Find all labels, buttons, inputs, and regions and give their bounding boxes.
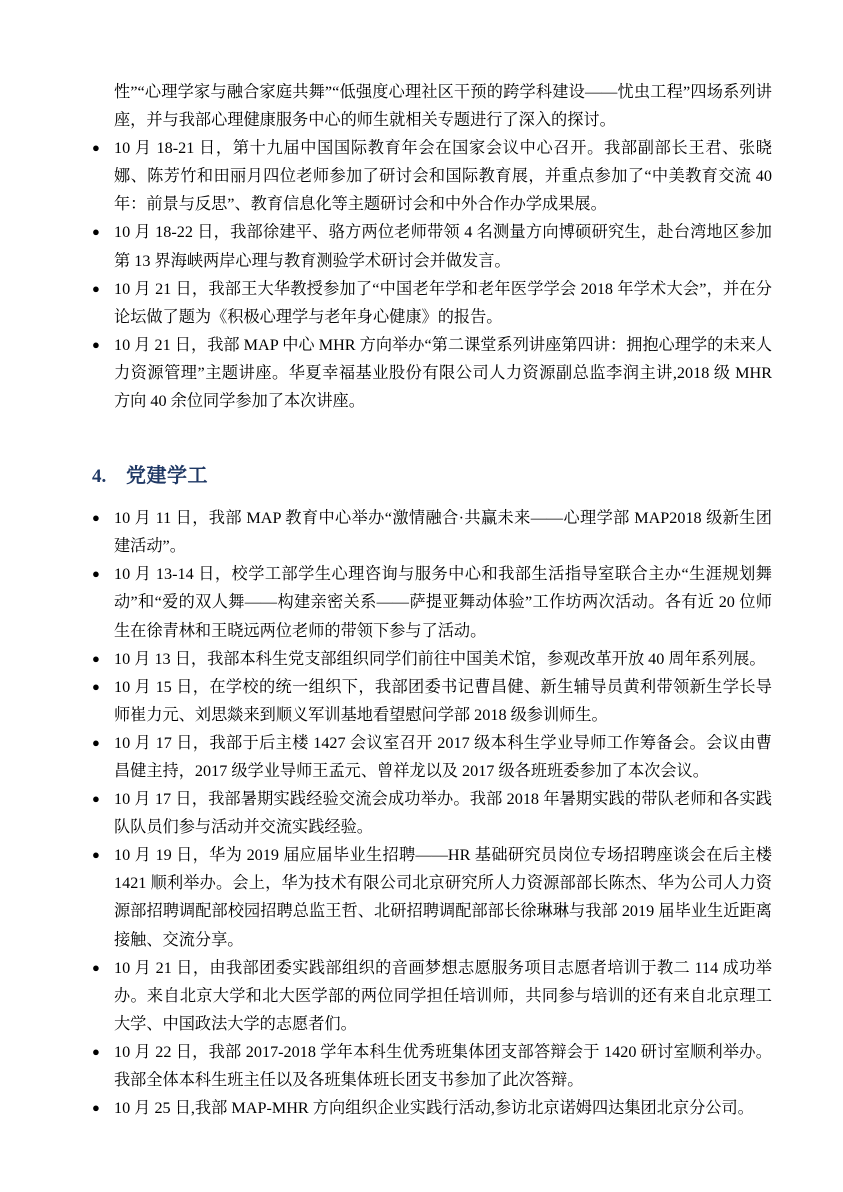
bullet-icon: ● xyxy=(92,678,100,694)
list-item xyxy=(92,275,772,331)
list-item xyxy=(92,954,772,1038)
bullet-icon: ● xyxy=(92,140,100,156)
list-item xyxy=(92,729,772,785)
bullet-icon: ● xyxy=(92,280,100,296)
list-item-text: 10 月 18-22 日，我部徐建平、骆方两位老师带领 4 名测量方向博硕研究生，赴台湾地区参加第 13 界海峡两岸心理与教育测验学术研讨会并做发言。 xyxy=(114,223,772,270)
list-item xyxy=(92,1094,772,1122)
spacer xyxy=(92,492,772,504)
list-item-text: 10 月 17 日，我部暑期实践经验交流会成功举办。我部 2018 年暑期实践的带队老师和各实践队队员们参与活动并交流实践经验。 xyxy=(114,790,772,837)
list-item xyxy=(92,331,772,415)
list-item-text: 10 月 11 日，我部 MAP 教育中心举办“激情融合·共赢未来——心理学部 MAP2018 级新生团建活动”。 xyxy=(114,509,772,556)
list-item-text: 10 月 17 日，我部于后主楼 1427 会议室召开 2017 级本科生学业导师工作筹备会。会议由曹昌健主持，2017 级学业导师王孟元、曾祥龙以及 2017 级各班班委参加了本次会议。 xyxy=(114,733,772,780)
bullet-icon: ● xyxy=(92,650,100,666)
bullet-icon: ● xyxy=(92,791,100,807)
list-item xyxy=(92,673,772,729)
section-heading xyxy=(92,461,772,492)
list-item-text: 10 月 25 日,我部 MAP-MHR 方向组织企业实践行活动,参访北京诺姆四达集团北京分公司。 xyxy=(114,1099,754,1118)
list-item-text: 10 月 13 日，我部本科生党支部组织同学们前往中国美术馆，参观改革开放 40 周年系列展。 xyxy=(114,649,766,668)
section-number: 4. xyxy=(92,466,107,488)
bullet-icon: ● xyxy=(92,1043,100,1059)
list-item xyxy=(92,645,772,673)
document-body xyxy=(92,78,772,1122)
list-item xyxy=(92,134,772,218)
list-item-text: 10 月 19 日，华为 2019 届应届毕业生招聘——HR 基础研究员岗位专场招聘座谈会在后主楼 1421 顺利举办。会上，华为技术有限公司北京研究所人力资源部部长陈杰、华为公司人力资源部招聘调配部校园招聘总监王哲、北研招聘调配部部长徐琳琳与我部 2019 届毕业生近距离接触、交流分享。 xyxy=(114,846,772,949)
bullet-icon: ● xyxy=(92,959,100,975)
spacer xyxy=(92,415,772,461)
list-item-text: 10 月 18-21 日，第十九届中国国际教育年会在国家会议中心召开。我部副部长王君、张晓娜、陈芳竹和田丽月四位老师参加了研讨会和国际教育展，并重点参加了“中美教育交流 40 年：前景与反思”、教育信息化等主题研讨会和中外合作办学成果展。 xyxy=(114,139,772,214)
list-item xyxy=(92,218,772,274)
top-bullet-list xyxy=(92,134,772,415)
bullet-icon: ● xyxy=(92,566,100,582)
bullet-icon: ● xyxy=(92,734,100,750)
bullet-icon: ● xyxy=(92,224,100,240)
list-item-text: 10 月 13-14 日，校学工部学生心理咨询与服务中心和我部生活指导室联合主办“生涯规划舞动”和“爱的双人舞——构建亲密关系——萨提亚舞动体验”工作坊两次活动。各有近 20 位师生在徐青林和王晓远两位老师的带领下参与了活动。 xyxy=(114,565,772,640)
list-item xyxy=(92,841,772,953)
list-item xyxy=(92,1038,772,1094)
continued-paragraph: 性”“心理学家与融合家庭共舞”“低强度心理社区干预的跨学科建设——忧虫工程”四场系列讲座，并与我部心理健康服务中心的师生就相关专题进行了深入的探讨。 xyxy=(114,83,772,130)
bullet-icon: ● xyxy=(92,510,100,526)
list-item-text: 10 月 15 日，在学校的统一组织下，我部团委书记曹昌健、新生辅导员黄利带领新生学长导师崔力元、刘思燚来到顺义军训基地看望慰问学部 2018 级参训师生。 xyxy=(114,677,772,724)
list-item-text: 10 月 22 日，我部 2017-2018 学年本科生优秀班集体团支部答辩会于 1420 研讨室顺利举办。我部全体本科生班主任以及各班集体班长团支书参加了此次答辩。 xyxy=(114,1042,772,1089)
list-item xyxy=(92,560,772,644)
page-title: 党建学工 xyxy=(126,465,208,488)
list-item-text: 10 月 21 日，我部王大华教授参加了“中国老年学和老年医学学会 2018 年学术大会”，并在分论坛做了题为《积极心理学与老年身心健康》的报告。 xyxy=(114,279,772,326)
bullet-icon: ● xyxy=(92,1100,100,1116)
list-item-text: 10 月 21 日，我部 MAP 中心 MHR 方向举办“第二课堂系列讲座第四讲：拥抱心理学的未来人力资源管理”主题讲座。华夏幸福基业股份有限公司人力资源副总监李润主讲,2018 级 MHR 方向 40 余位同学参加了本次讲座。 xyxy=(114,335,772,411)
list-item xyxy=(92,785,772,841)
bullet-icon: ● xyxy=(92,847,100,863)
section-bullet-list xyxy=(92,504,772,1122)
list-item-text: 10 月 21 日，由我部团委实践部组织的音画梦想志愿服务项目志愿者培训于教二 114 成功举办。来自北京大学和北大医学部的两位同学担任培训师，共同参与培训的还有来自北京理工大学、中国政法大学的志愿者们。 xyxy=(114,958,772,1033)
list-item xyxy=(92,504,772,560)
bullet-icon: ● xyxy=(92,336,100,352)
